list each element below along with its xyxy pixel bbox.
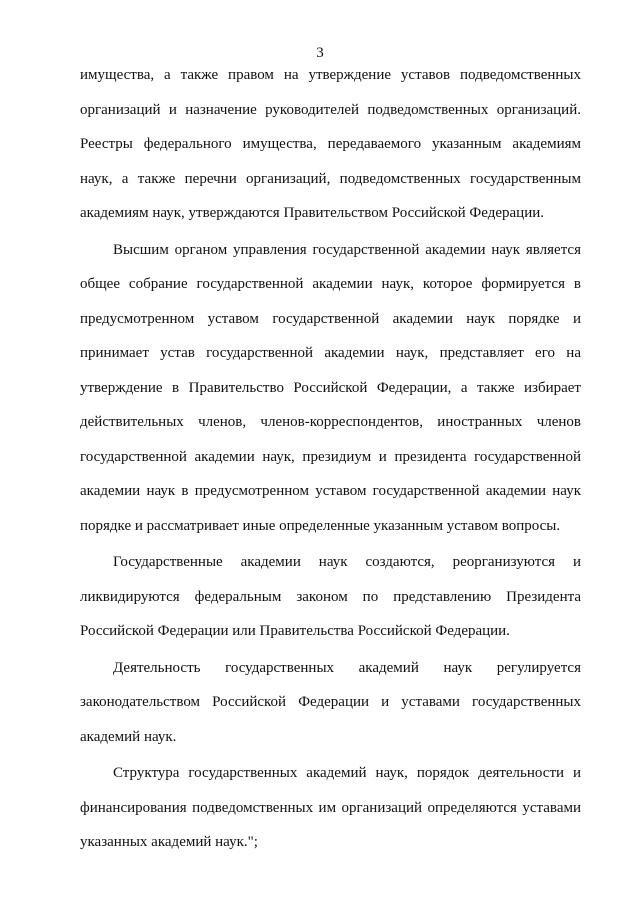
paragraph-regulation: Деятельность государственных академий наук регулируется законодательством Российской Федерации и уставами государственных академий наук. bbox=[80, 659, 581, 745]
paragraph-general-assembly: Высшим органом управления государственной академии наук является общее собрание государственной академии наук, которое формируется в предусмотренном уставом государственной академии наук порядке и принимает устав государственной академии наук, представляет его на утверждение в Правительство Российской Федерации, а также избирает действительных членов, членов-корреспондентов, иностранных членов государственной академии наук, президиум и президента государственной академии наук в предусмотренном уставом государственной академии наук порядке и рассматривает иные определенные указанным уставом вопросы. bbox=[80, 241, 581, 534]
document-body bbox=[80, 58, 581, 862]
paragraph-creation-liquidation: Государственные академии наук создаются, реорганизуются и ликвидируются федеральным законом по представлению Президента Российской Федерации или Правительства Российской Федерации. bbox=[80, 554, 581, 639]
paragraph-continuation: имущества, а также правом на утверждение уставов подведомственных организаций и назначение руководителей подведомственных организаций. Реестры федерального имущества, передаваемого указанным академиям наук, а также перечни организаций, подведомственных государственным академиям наук, утверждаются Правительством Российской Федерации. bbox=[80, 67, 581, 221]
paragraph-structure: Структура государственных академий наук, порядок деятельности и финансирования подведомственных им организаций определяются уставами указанных академий наук."; bbox=[80, 765, 581, 850]
page-number: 3 bbox=[316, 45, 324, 61]
